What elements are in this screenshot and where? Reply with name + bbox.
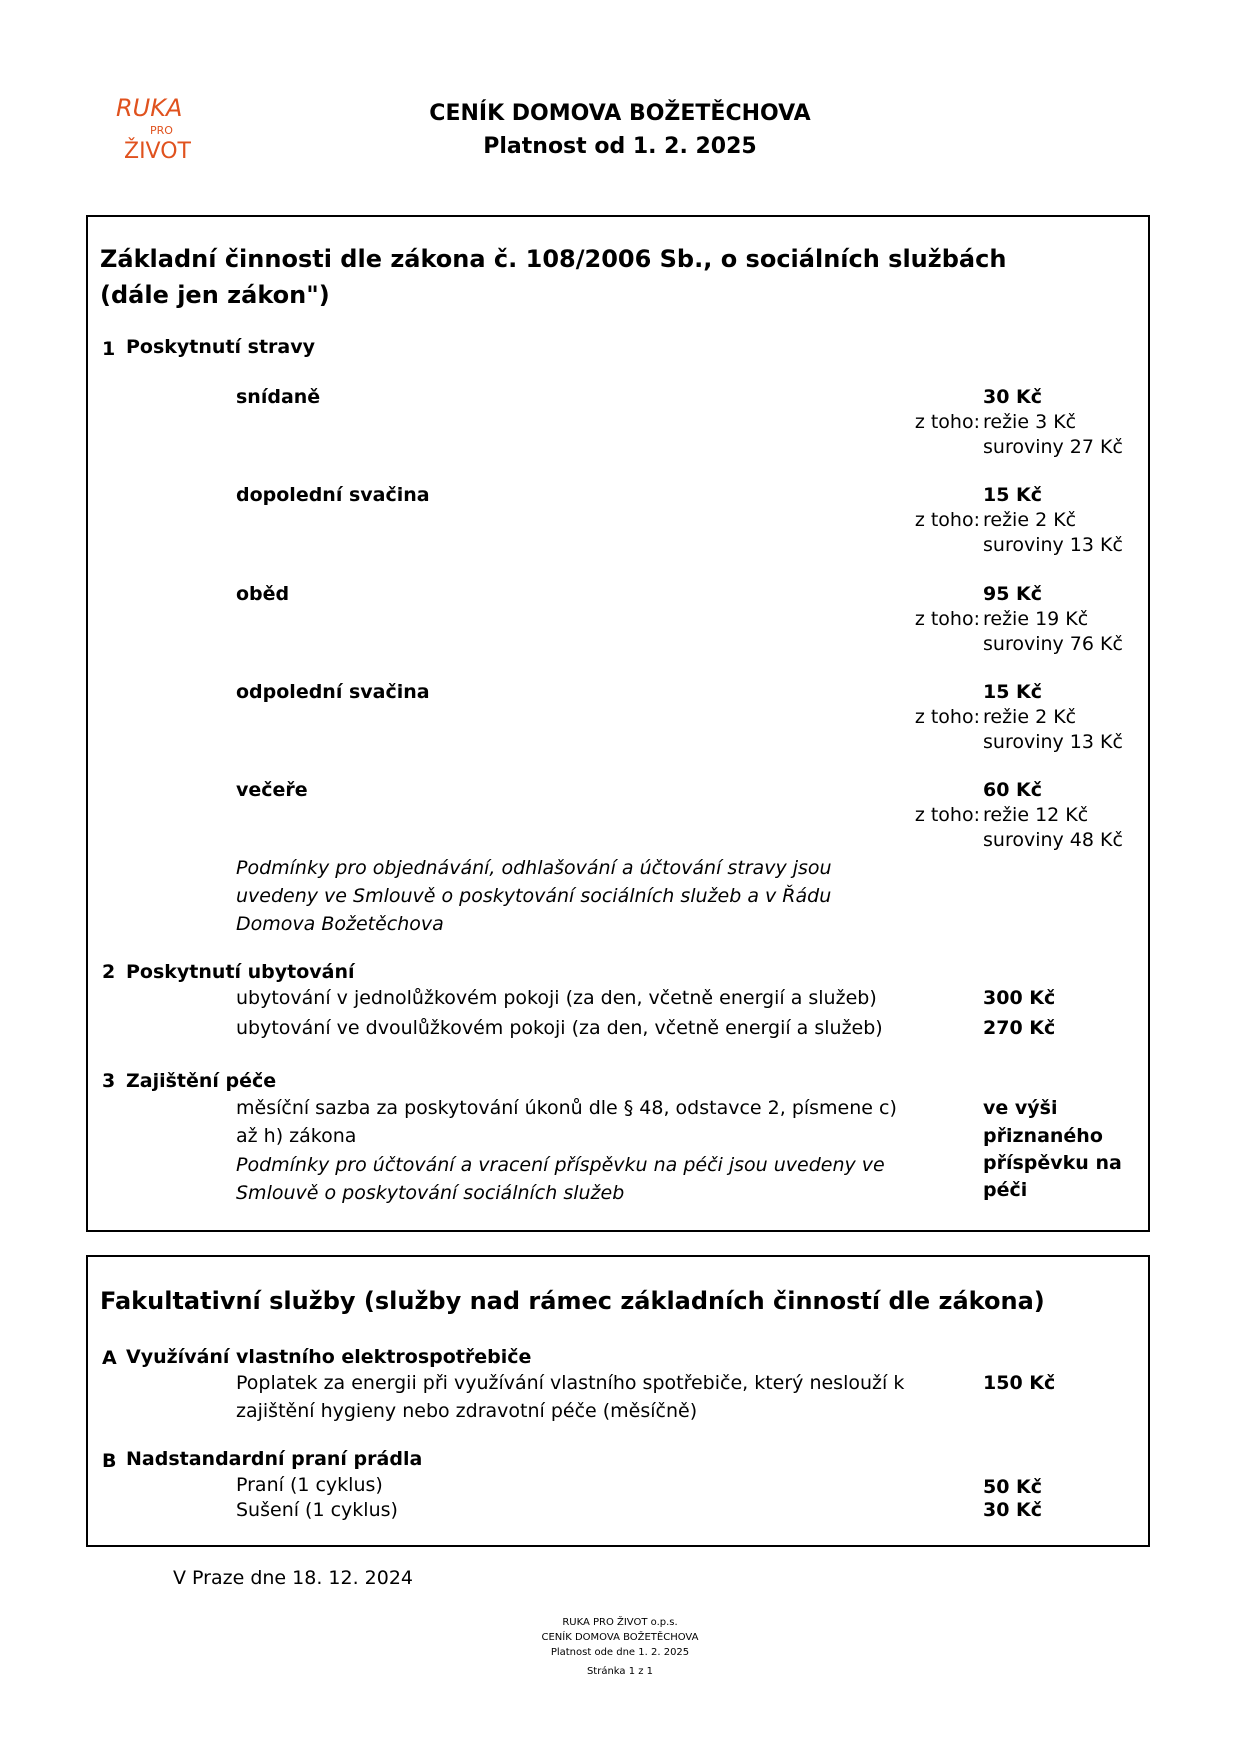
care-note-line: Podmínky pro účtování a vracení příspěvku na péči jsou uvedeny ve [236, 1154, 885, 1176]
section-title-appliance: Využívání vlastního elektrospotřebiče [126, 1346, 532, 1368]
ztoho-label: z toho: [914, 706, 980, 728]
section-letter-appliance: A [102, 1347, 117, 1369]
meal-ingredients: suroviny 13 Kč [983, 731, 1123, 753]
document-title: CENÍK DOMOVA BOŽETĚCHOVA [429, 101, 811, 126]
meal-price: 95 Kč [983, 583, 1043, 605]
care-price-line: péči [983, 1179, 1028, 1201]
meal-overhead: režie 3 Kč [983, 411, 1077, 433]
basic-activities-box [86, 215, 1150, 1232]
optional-heading: Fakultativní služby (služby nad rámec základních činností dle zákona) [100, 1287, 1045, 1315]
ztoho-label: z toho: [914, 804, 980, 826]
ztoho-label: z toho: [914, 509, 980, 531]
section-number-food: 1 [102, 338, 116, 360]
basic-heading-line2: (dále jen zákon") [100, 281, 330, 309]
appliance-price: 150 Kč [983, 1372, 1056, 1394]
housing-item-price: 300 Kč [983, 987, 1056, 1009]
logo-word-zivot: ŽIVOT [124, 139, 191, 164]
laundry-item-label: Sušení (1 cyklus) [236, 1499, 398, 1521]
footer-page-number: Stránka 1 z 1 [586, 1666, 654, 1677]
food-note-line: uvedeny ve Smlouvě o poskytování sociálních služeb a v Řádu [236, 885, 832, 907]
ztoho-label: z toho: [914, 608, 980, 630]
meal-price: 30 Kč [983, 386, 1043, 408]
meal-ingredients: suroviny 48 Kč [983, 829, 1123, 851]
ztoho-label: z toho: [914, 411, 980, 433]
housing-item-label: ubytování v jednolůžkovém pokoji (za den, včetně energií a služeb) [236, 987, 877, 1009]
meal-name: oběd [236, 583, 290, 605]
footer-document-title: CENÍK DOMOVA BOŽETĚCHOVA [541, 1632, 699, 1643]
laundry-item-label: Praní (1 cyklus) [236, 1474, 383, 1496]
housing-item-price: 270 Kč [983, 1017, 1056, 1039]
basic-heading-line1: Základní činnosti dle zákona č. 108/2006 Sb., o sociálních službách [100, 245, 1007, 273]
meal-name: večeře [236, 779, 308, 801]
section-title-food: Poskytnutí stravy [126, 336, 316, 358]
food-note-line: Domova Božetěchova [236, 913, 444, 935]
section-number-care: 3 [102, 1070, 116, 1092]
meal-price: 15 Kč [983, 681, 1043, 703]
appliance-text-line: zajištění hygieny nebo zdravotní péče (měsíčně) [236, 1400, 698, 1422]
meal-overhead: režie 12 Kč [983, 804, 1089, 826]
food-note-line: Podmínky pro objednávání, odhlašování a účtování stravy jsou [236, 857, 832, 879]
section-title-care: Zajištění péče [126, 1070, 277, 1092]
meal-overhead: režie 19 Kč [983, 608, 1089, 630]
meal-ingredients: suroviny 27 Kč [983, 436, 1123, 458]
page-footer [0, 1615, 1240, 1679]
housing-item-label: ubytování ve dvoulůžkovém pokoji (za den, včetně energií a služeb) [236, 1017, 883, 1039]
care-price-line: příspěvku na [983, 1152, 1122, 1174]
care-text-line: až h) zákona [236, 1125, 357, 1147]
meal-name: snídaně [236, 386, 321, 408]
footer-organization: RUKA PRO ŽIVOT o.p.s. [562, 1617, 678, 1628]
section-letter-laundry: B [102, 1450, 117, 1472]
meal-ingredients: suroviny 76 Kč [983, 633, 1123, 655]
section-title-housing: Poskytnutí ubytování [126, 961, 355, 983]
place-and-date: V Praze dne 18. 12. 2024 [173, 1567, 414, 1589]
meal-overhead: režie 2 Kč [983, 509, 1077, 531]
validity-date: Platnost od 1. 2. 2025 [483, 134, 757, 159]
meal-overhead: režie 2 Kč [983, 706, 1077, 728]
meal-price: 15 Kč [983, 484, 1043, 506]
care-price-line: přiznaného [983, 1125, 1103, 1147]
care-note-line: Smlouvě o poskytování sociálních služeb [236, 1182, 625, 1204]
optional-services-box [86, 1255, 1150, 1547]
laundry-item-price: 30 Kč [983, 1499, 1043, 1521]
meal-price: 60 Kč [983, 779, 1043, 801]
laundry-item-price: 50 Kč [983, 1476, 1043, 1498]
meal-name: odpolední svačina [236, 681, 430, 703]
logo-word-ruka: RUKA [116, 94, 183, 122]
appliance-text-line: Poplatek za energii při využívání vlastního spotřebiče, který neslouží k [236, 1372, 905, 1394]
section-number-housing: 2 [102, 961, 116, 983]
meal-ingredients: suroviny 13 Kč [983, 534, 1123, 556]
section-title-laundry: Nadstandardní praní prádla [126, 1448, 423, 1470]
care-text-line: měsíční sazba za poskytování úkonů dle § 48, odstavce 2, písmene c) [236, 1097, 897, 1119]
footer-validity: Platnost ode dne 1. 2. 2025 [550, 1647, 690, 1658]
care-price-line: ve výši [983, 1097, 1058, 1119]
logo-word-pro: PRO [150, 124, 173, 137]
meal-name: dopolední svačina [236, 484, 430, 506]
